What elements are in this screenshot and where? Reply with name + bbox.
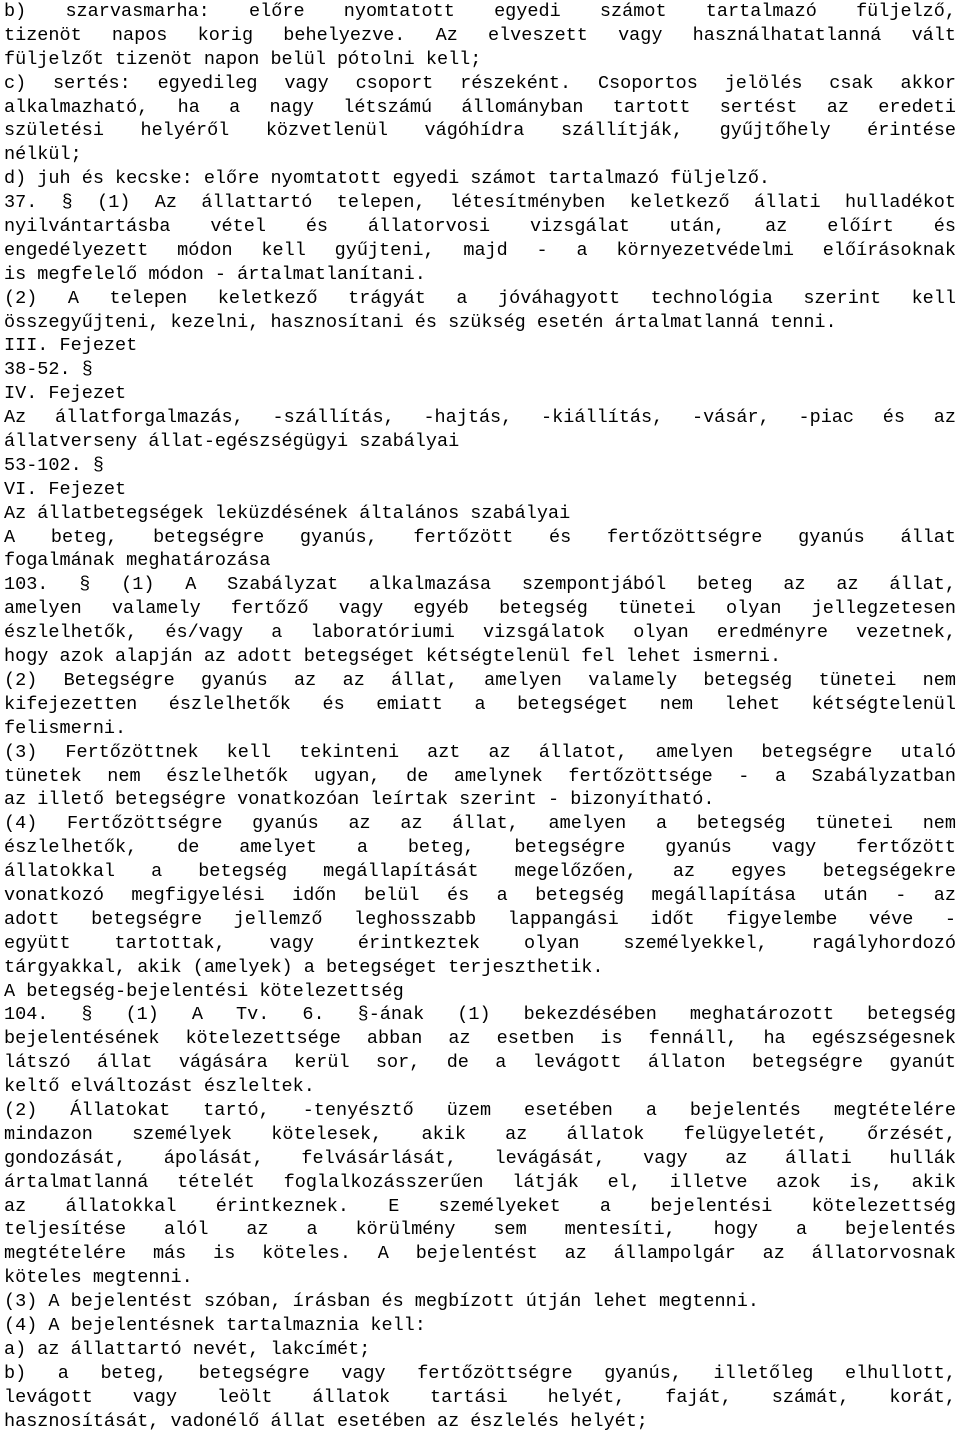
- text-line: állatverseny állat-egészségügyi szabályai: [4, 431, 460, 453]
- text-line: az illető betegségre vonatkozóan leírtak szerint - bizonyítható.: [4, 789, 715, 811]
- text-line: engedélyezett módon kell gyűjteni, majd - a környezetvédelmi előírásoknak: [4, 239, 956, 261]
- text-line: (2) Állatokat tartó, -tenyésztő üzem esetében a bejelentés megtételére: [4, 1099, 956, 1121]
- text-line: fogalmának meghatározása: [4, 550, 271, 572]
- text-line: köteles megtenni.: [4, 1267, 193, 1289]
- text-line: látszó állat vágására kerül sor, de a levágott állaton betegségre gyanút: [4, 1052, 956, 1074]
- text-line: tárgyakkal, akik (amelyek) a betegséget terjeszthetik.: [4, 956, 604, 978]
- text-line: 53-102. §: [4, 454, 104, 476]
- text-line: vonatkozó megfigyelési időn belül és a betegség megállapítása után - az: [4, 884, 956, 906]
- text-line: felismerni.: [4, 717, 127, 739]
- text-line: születési helyéről közvetlenül vágóhídra szállítják, gyűjtőhely érintése: [4, 120, 956, 142]
- text-line: 38-52. §: [4, 359, 93, 381]
- text-line: észlelhetők, és/vagy a laboratóriumi vizsgálatok olyan eredményre vezetnek,: [4, 622, 956, 644]
- text-line: bejelentésének kötelezettsége abban az esetben is fennáll, ha egészségesnek: [4, 1028, 956, 1050]
- text-line: állatokkal a betegség megállapítását megelőzően, az egyes betegségekre: [4, 861, 956, 883]
- text-line: (3) Fertőzöttnek kell tekinteni azt az állatot, amelyen betegségre utaló: [4, 741, 956, 763]
- text-line: a) az állattartó nevét, lakcímét;: [4, 1338, 371, 1360]
- text-line: füljelzőt tizenöt napon belül pótolni kell;: [4, 48, 482, 70]
- text-line: Az állatbetegségek leküzdésének általános szabályai: [4, 502, 571, 524]
- text-line: amelyen valamely fertőző vagy egyéb betegség tünetei olyan jellegzetesen: [4, 598, 956, 620]
- text-line: (4) Fertőzöttségre gyanús az az állat, amelyen a betegség tünetei nem: [4, 813, 956, 835]
- text-line: együtt tartottak, vagy érintkeztek olyan személyekkel, ragályhordozó: [4, 932, 956, 954]
- text-line: (3) A bejelentést szóban, írásban és megbízott útján lehet megtenni.: [4, 1291, 759, 1313]
- text-line: mindazon személyek kötelesek, akik az állatok felügyeletét, őrzését,: [4, 1123, 956, 1145]
- text-line: d) juh és kecske: előre nyomtatott egyedi számot tartalmazó füljelző.: [4, 168, 771, 190]
- text-line: A betegség-bejelentési kötelezettség: [4, 980, 404, 1002]
- text-line: alkalmazható, ha a nagy létszámú állományban tartott sertést az eredeti: [4, 96, 956, 118]
- text-line: ártalmatlanná tételét foglalkozásszerűen látják el, illetve azok is, akik: [4, 1171, 956, 1193]
- text-line: 104. § (1) A Tv. 6. §-ának (1) bekezdésében meghatározott betegség: [4, 1004, 956, 1026]
- text-line: 37. § (1) Az állattartó telepen, létesítményben keletkező állati hulladékot: [4, 192, 956, 214]
- text-line: tizenöt napos korig behelyezve. Az elveszett vagy használhatatlanná vált: [4, 24, 956, 46]
- text-line: b) szarvasmarha: előre nyomtatott egyedi számot tartalmazó füljelző,: [4, 1, 956, 22]
- text-line: Az állatforgalmazás, -szállítás, -hajtás, -kiállítás, -vásár, -piac és az: [4, 407, 956, 429]
- text-line: VI. Fejezet: [4, 478, 127, 500]
- text-line: IV. Fejezet: [4, 383, 127, 405]
- text-line: teljesítése alól az a körülmény sem mentesíti, hogy a bejelentés: [4, 1219, 956, 1241]
- text-line: kifejezetten észlelhetők és emiatt a betegséget nem lehet kétségtelenül: [4, 693, 956, 715]
- text-line: gondozását, ápolását, felvásárlását, levágását, vagy az állati hullák: [4, 1147, 956, 1169]
- text-line: (4) A bejelentésnek tartalmaznia kell:: [4, 1314, 426, 1336]
- text-line: b) a beteg, betegségre vagy fertőzöttségre gyanús, illetőleg elhullott,: [4, 1362, 956, 1384]
- text-line: észlelhetők, de amelyet a beteg, betegségre gyanús vagy fertőzött: [4, 837, 956, 859]
- text-line: megtételére más is köteles. A bejelentést az állampolgár az állatorvosnak: [4, 1243, 956, 1265]
- text-line: összegyűjteni, kezelni, hasznosítani és szükség esetén ártalmatlanná tenni.: [4, 311, 837, 333]
- text-line: az állatokkal érintkeznek. E személyeket a bejelentési kötelezettség: [4, 1195, 956, 1217]
- text-line: nélkül;: [4, 144, 82, 166]
- text-line: tünetek nem észlelhetők ugyan, de amelynek fertőzöttsége - a Szabályzatban: [4, 765, 956, 787]
- text-line: is megfelelő módon - ártalmatlanítani.: [4, 263, 426, 285]
- text-line: 103. § (1) A Szabályzat alkalmazása szempontjából beteg az az állat,: [4, 574, 956, 596]
- text-line: adott betegségre jellemző leghosszabb lappangási időt figyelembe véve -: [4, 908, 956, 930]
- text-line: III. Fejezet: [4, 335, 138, 357]
- text-line: nyilvántartásba vétel és állatorvosi vizsgálat után, az előírt és: [4, 216, 956, 238]
- text-line: A beteg, betegségre gyanús, fertőzött és fertőzöttségre gyanús állat: [4, 526, 956, 548]
- text-line: levágott vagy leölt állatok tartási helyét, faját, számát, korát,: [4, 1386, 956, 1408]
- text-line: hogy azok alapján az adott betegséget kétségtelenül fel lehet ismerni.: [4, 646, 782, 668]
- text-line: c) sertés: egyedileg vagy csoport részeként. Csoportos jelölés csak akkor: [4, 72, 956, 94]
- text-line: (2) Betegségre gyanús az az állat, amelyen valamely betegség tünetei nem: [4, 669, 956, 691]
- text-line: hasznosítását, vadonélő állat esetében az észlelés helyét;: [4, 1410, 648, 1432]
- text-line: keltő elváltozást észleltek.: [4, 1076, 315, 1098]
- text-line: (2) A telepen keletkező trágyát a jóváhagyott technológia szerint kell: [4, 287, 956, 309]
